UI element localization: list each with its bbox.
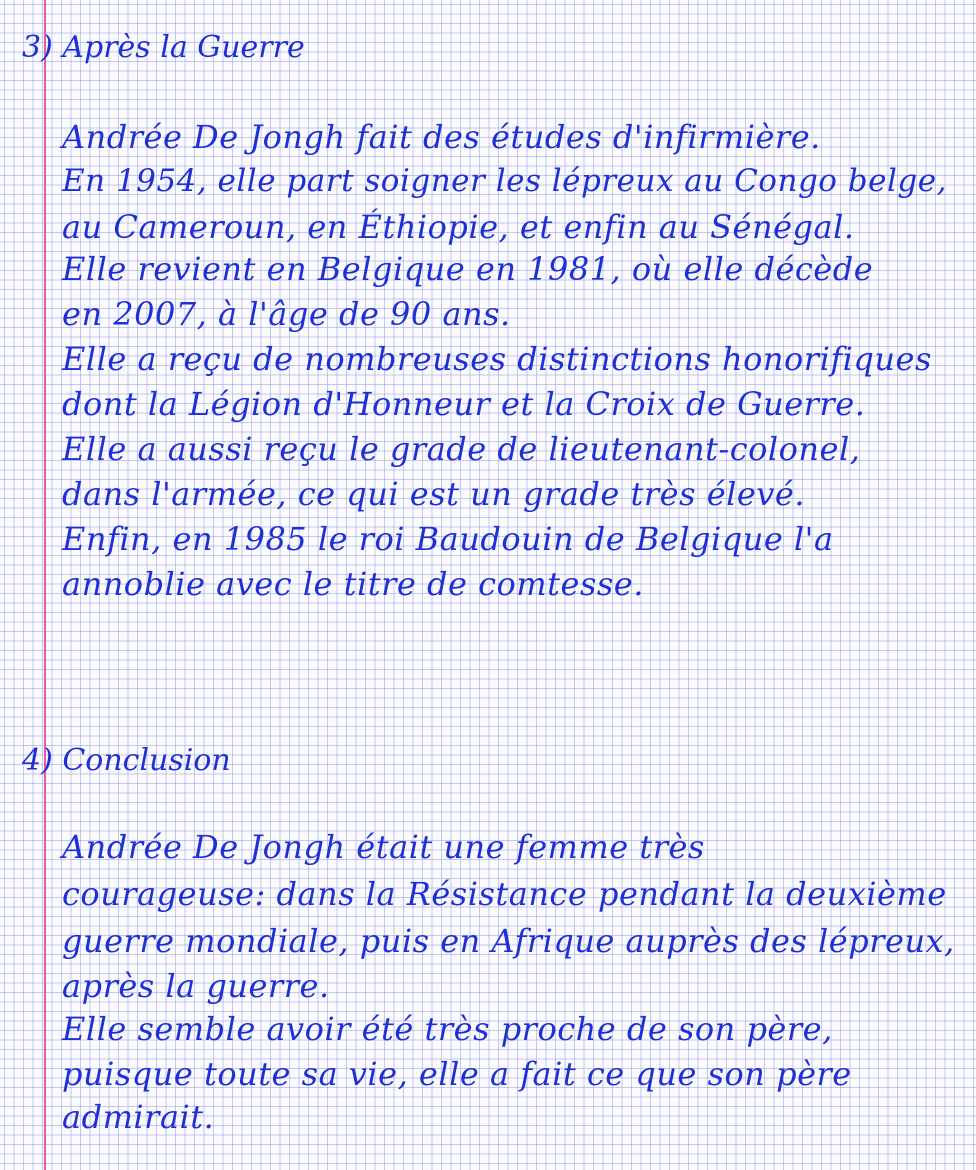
text-line: après la guerre.: [62, 967, 330, 1005]
text-line: en 2007, à l'âge de 90 ans.: [62, 295, 511, 333]
section-heading: 4) Conclusion: [22, 743, 231, 778]
text-line: Elle semble avoir été très proche de son père,: [62, 1010, 833, 1048]
margin-line: [44, 0, 46, 1170]
text-line: guerre mondiale, puis en Afrique auprès des lépreux,: [62, 922, 955, 960]
text-line: Elle a aussi reçu le grade de lieutenant-colonel,: [62, 430, 861, 468]
text-line: admirait.: [62, 1098, 215, 1136]
text-line: En 1954, elle part soigner les lépreux au Congo belge,: [62, 163, 947, 199]
text-line: Elle a reçu de nombreuses distinctions honorifiques: [62, 340, 932, 378]
text-line: Andrée De Jongh fait des études d'infirmière.: [62, 118, 821, 156]
text-line: Enfin, en 1985 le roi Baudouin de Belgique l'a: [62, 520, 834, 558]
section-heading: 3) Après la Guerre: [22, 30, 305, 65]
text-line: courageuse: dans la Résistance pendant la deuxième: [62, 875, 947, 913]
text-line: puisque toute sa vie, elle a fait ce que son père: [62, 1055, 852, 1093]
text-line: Andrée De Jongh était une femme très: [62, 828, 705, 866]
text-line: au Cameroun, en Éthiopie, et enfin au Sénégal.: [62, 208, 855, 246]
text-line: Elle revient en Belgique en 1981, où elle décède: [62, 250, 874, 288]
text-line: annoblie avec le titre de comtesse.: [62, 565, 644, 603]
text-line: dont la Légion d'Honneur et la Croix de Guerre.: [62, 385, 866, 423]
text-line: dans l'armée, ce qui est un grade très élevé.: [62, 475, 805, 513]
